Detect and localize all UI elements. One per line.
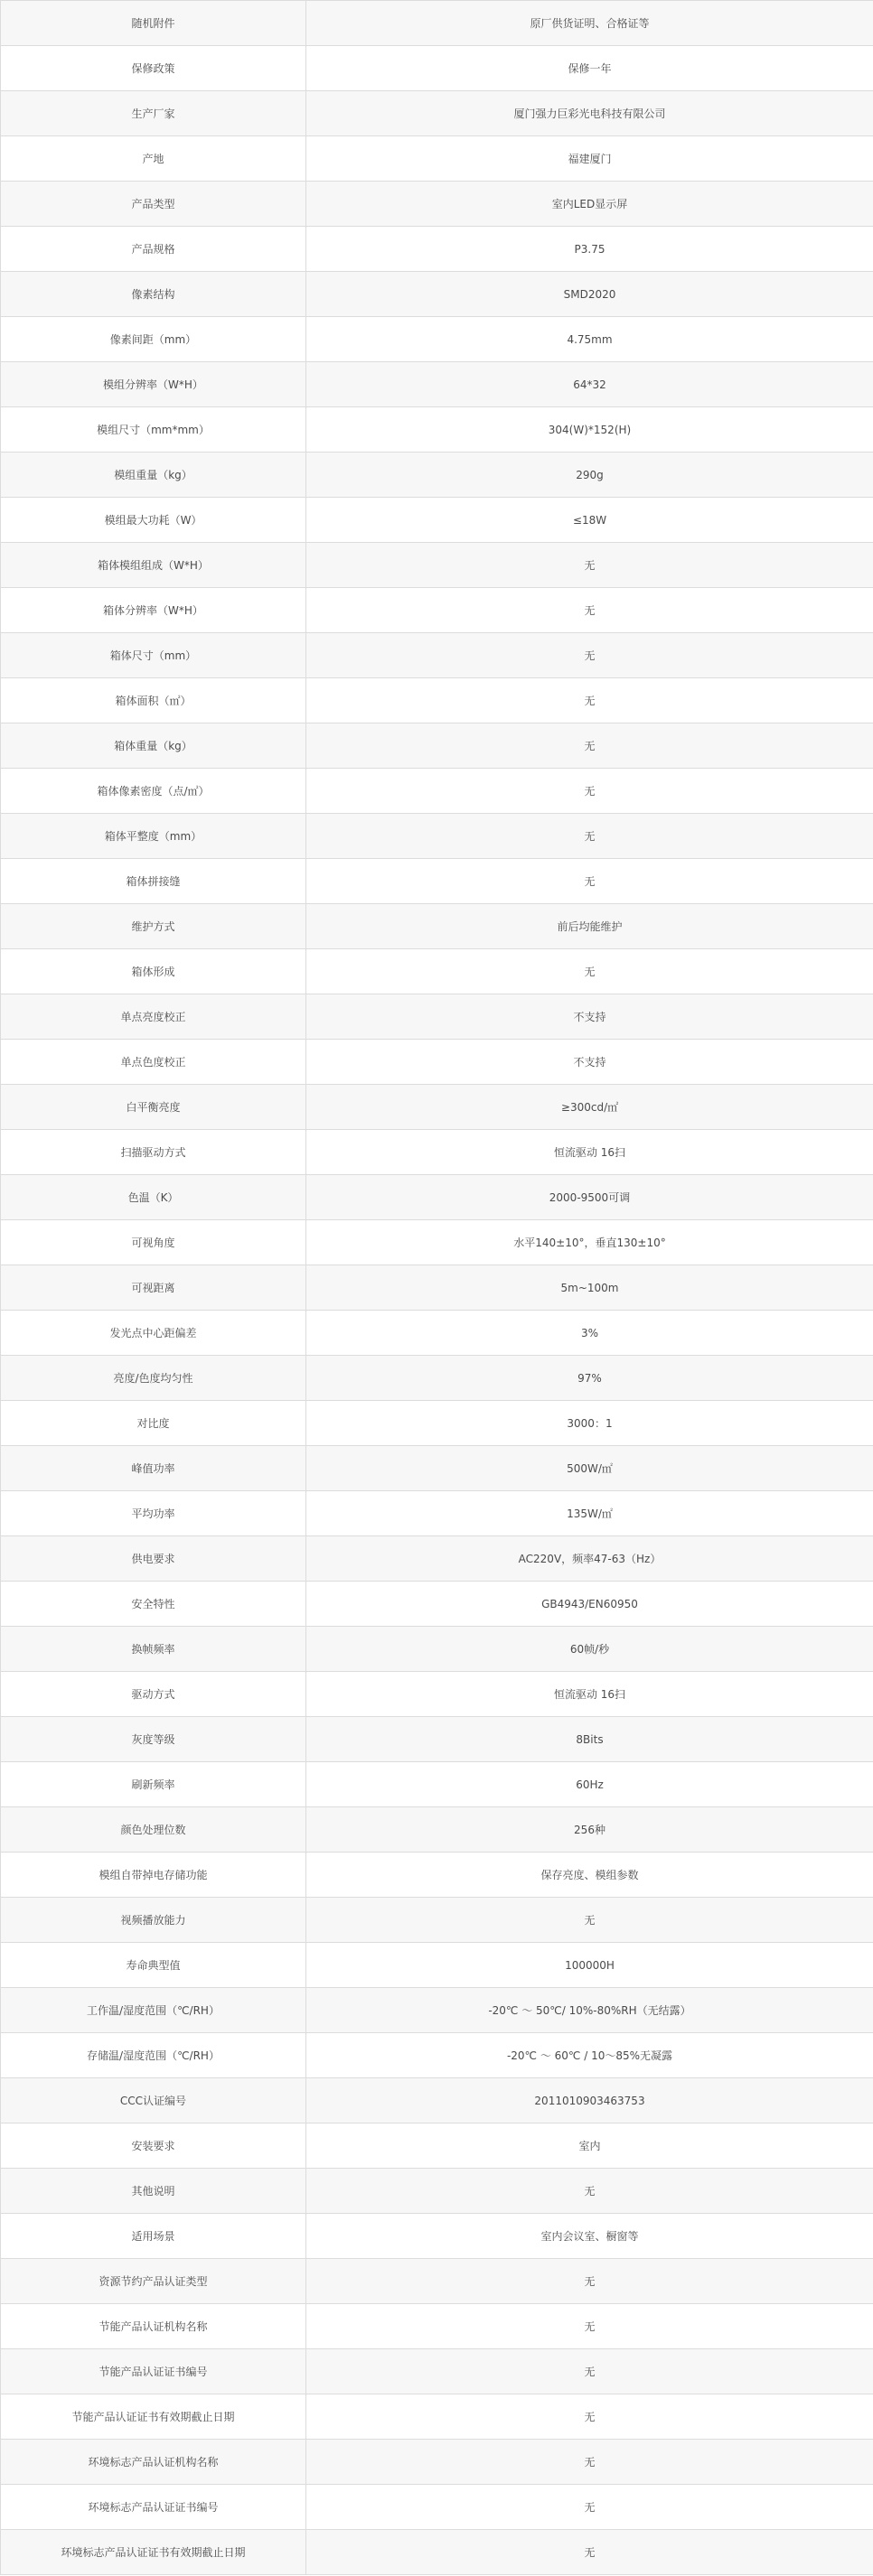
spec-row — [1, 1943, 873, 1988]
spec-value: -20℃ ～ 50℃/ 10%-80%RH（无结露） — [306, 1988, 873, 2033]
spec-label: 环境标志产品认证证书有效期截止日期 — [1, 2530, 306, 2575]
spec-row — [1, 2530, 873, 2575]
spec-value: 290g — [306, 453, 873, 498]
spec-label: CCC认证编号 — [1, 2078, 306, 2123]
spec-row — [1, 2304, 873, 2349]
spec-row — [1, 1265, 873, 1311]
spec-value: 无 — [306, 2440, 873, 2485]
spec-label: 安装要求 — [1, 2123, 306, 2169]
spec-label: 箱体尺寸（mm） — [1, 633, 306, 678]
spec-row — [1, 1401, 873, 1446]
spec-value: 无 — [306, 2530, 873, 2575]
spec-label: 单点亮度校正 — [1, 994, 306, 1040]
spec-value: 恒流驱动 16扫 — [306, 1130, 873, 1175]
spec-row — [1, 2123, 873, 2169]
spec-value: 97% — [306, 1356, 873, 1401]
spec-row — [1, 453, 873, 498]
spec-row — [1, 859, 873, 904]
spec-value: 60Hz — [306, 1762, 873, 1807]
spec-value: 无 — [306, 543, 873, 588]
spec-value: 4.75mm — [306, 317, 873, 362]
spec-value: 无 — [306, 859, 873, 904]
spec-row — [1, 1356, 873, 1401]
spec-value: 前后均能维护 — [306, 904, 873, 949]
spec-row — [1, 678, 873, 723]
spec-label: 环境标志产品认证机构名称 — [1, 2440, 306, 2485]
spec-label: 生产厂家 — [1, 91, 306, 136]
spec-row — [1, 136, 873, 182]
spec-table-body — [1, 1, 873, 2575]
spec-label: 对比度 — [1, 1401, 306, 1446]
spec-row — [1, 1311, 873, 1356]
spec-row — [1, 1853, 873, 1898]
spec-value: 室内会议室、橱窗等 — [306, 2214, 873, 2259]
spec-row — [1, 1582, 873, 1627]
spec-row — [1, 1, 873, 46]
spec-value: ≤18W — [306, 498, 873, 543]
spec-row — [1, 543, 873, 588]
spec-row — [1, 227, 873, 272]
spec-value: 3% — [306, 1311, 873, 1356]
spec-label: 像素结构 — [1, 272, 306, 317]
spec-value: 保修一年 — [306, 46, 873, 91]
spec-row — [1, 2440, 873, 2485]
spec-row — [1, 272, 873, 317]
spec-label: 颜色处理位数 — [1, 1807, 306, 1853]
spec-row — [1, 2078, 873, 2123]
spec-value: 无 — [306, 769, 873, 814]
spec-label: 箱体像素密度（点/㎡） — [1, 769, 306, 814]
spec-value: 福建厦门 — [306, 136, 873, 182]
spec-row — [1, 994, 873, 1040]
spec-row — [1, 1130, 873, 1175]
spec-value: 恒流驱动 16扫 — [306, 1672, 873, 1717]
spec-value: 500W/㎡ — [306, 1446, 873, 1491]
spec-label: 箱体重量（kg） — [1, 723, 306, 769]
spec-value: 无 — [306, 678, 873, 723]
spec-row — [1, 1807, 873, 1853]
spec-label: 模组重量（kg） — [1, 453, 306, 498]
spec-label: 发光点中心距偏差 — [1, 1311, 306, 1356]
spec-label: 资源节约产品认证类型 — [1, 2259, 306, 2304]
spec-label: 随机附件 — [1, 1, 306, 46]
spec-value: 无 — [306, 588, 873, 633]
spec-label: 扫描驱动方式 — [1, 1130, 306, 1175]
spec-row — [1, 2169, 873, 2214]
spec-value: AC220V，频率47-63（Hz） — [306, 1536, 873, 1582]
spec-label: 模组尺寸（mm*mm） — [1, 407, 306, 453]
spec-value: 3000：1 — [306, 1401, 873, 1446]
spec-value: 无 — [306, 2169, 873, 2214]
spec-value: 室内LED显示屏 — [306, 182, 873, 227]
spec-value: 无 — [306, 2349, 873, 2394]
spec-label: 产品规格 — [1, 227, 306, 272]
spec-value: 不支持 — [306, 1040, 873, 1085]
spec-label: 色温（K） — [1, 1175, 306, 1220]
spec-label: 模组自带掉电存储功能 — [1, 1853, 306, 1898]
spec-row — [1, 2485, 873, 2530]
spec-row — [1, 1491, 873, 1536]
spec-label: 安全特性 — [1, 1582, 306, 1627]
spec-row — [1, 2394, 873, 2440]
spec-label: 单点色度校正 — [1, 1040, 306, 1085]
spec-value: 无 — [306, 2259, 873, 2304]
spec-row — [1, 814, 873, 859]
spec-label: 适用场景 — [1, 2214, 306, 2259]
spec-label: 寿命典型值 — [1, 1943, 306, 1988]
spec-row — [1, 2214, 873, 2259]
spec-row — [1, 2349, 873, 2394]
spec-label: 可视距离 — [1, 1265, 306, 1311]
spec-label: 视频播放能力 — [1, 1898, 306, 1943]
spec-label: 产地 — [1, 136, 306, 182]
spec-value: 无 — [306, 2485, 873, 2530]
spec-value: 2011010903463753 — [306, 2078, 873, 2123]
spec-value: P3.75 — [306, 227, 873, 272]
spec-value: GB4943/EN60950 — [306, 1582, 873, 1627]
spec-row — [1, 949, 873, 994]
spec-label: 箱体形成 — [1, 949, 306, 994]
spec-label: 箱体模组组成（W*H） — [1, 543, 306, 588]
spec-row — [1, 1220, 873, 1265]
spec-row — [1, 1672, 873, 1717]
spec-row — [1, 1536, 873, 1582]
spec-label: 供电要求 — [1, 1536, 306, 1582]
spec-label: 环境标志产品认证证书编号 — [1, 2485, 306, 2530]
spec-label: 节能产品认证证书编号 — [1, 2349, 306, 2394]
spec-label: 换帧频率 — [1, 1627, 306, 1672]
spec-value: 100000H — [306, 1943, 873, 1988]
spec-label: 像素间距（mm） — [1, 317, 306, 362]
spec-value: 无 — [306, 2394, 873, 2440]
spec-label: 存储温/湿度范围（℃/RH） — [1, 2033, 306, 2078]
spec-label: 箱体面积（㎡） — [1, 678, 306, 723]
spec-row — [1, 1446, 873, 1491]
spec-row — [1, 91, 873, 136]
spec-value: 无 — [306, 814, 873, 859]
spec-value: 304(W)*152(H) — [306, 407, 873, 453]
spec-value: 保存亮度、模组参数 — [306, 1853, 873, 1898]
spec-row — [1, 362, 873, 407]
spec-row — [1, 723, 873, 769]
spec-row — [1, 1175, 873, 1220]
spec-value: 无 — [306, 2304, 873, 2349]
spec-row — [1, 1717, 873, 1762]
spec-label: 白平衡亮度 — [1, 1085, 306, 1130]
spec-row — [1, 1762, 873, 1807]
spec-row — [1, 317, 873, 362]
spec-value: 无 — [306, 949, 873, 994]
spec-label: 峰值功率 — [1, 1446, 306, 1491]
spec-value: 2000-9500可调 — [306, 1175, 873, 1220]
spec-value: 水平140±10°，垂直130±10° — [306, 1220, 873, 1265]
spec-value: 135W/㎡ — [306, 1491, 873, 1536]
spec-row — [1, 1040, 873, 1085]
spec-label: 刷新频率 — [1, 1762, 306, 1807]
spec-value: 5m~100m — [306, 1265, 873, 1311]
spec-value: 无 — [306, 633, 873, 678]
spec-label: 保修政策 — [1, 46, 306, 91]
spec-label: 产品类型 — [1, 182, 306, 227]
spec-label: 模组分辨率（W*H） — [1, 362, 306, 407]
spec-value: 无 — [306, 1898, 873, 1943]
spec-row — [1, 182, 873, 227]
spec-row — [1, 904, 873, 949]
spec-row — [1, 407, 873, 453]
spec-label: 灰度等级 — [1, 1717, 306, 1762]
spec-row — [1, 2033, 873, 2078]
spec-row — [1, 1988, 873, 2033]
spec-label: 维护方式 — [1, 904, 306, 949]
spec-row — [1, 769, 873, 814]
spec-label: 其他说明 — [1, 2169, 306, 2214]
spec-row — [1, 46, 873, 91]
spec-value: 不支持 — [306, 994, 873, 1040]
spec-value: 无 — [306, 723, 873, 769]
spec-row — [1, 2259, 873, 2304]
spec-value: 原厂供货证明、合格证等 — [306, 1, 873, 46]
spec-label: 节能产品认证证书有效期截止日期 — [1, 2394, 306, 2440]
spec-row — [1, 633, 873, 678]
spec-label: 箱体分辨率（W*H） — [1, 588, 306, 633]
spec-row — [1, 588, 873, 633]
spec-label: 驱动方式 — [1, 1672, 306, 1717]
spec-label: 箱体平整度（mm） — [1, 814, 306, 859]
spec-value: 厦门强力巨彩光电科技有限公司 — [306, 91, 873, 136]
spec-row — [1, 1085, 873, 1130]
spec-label: 亮度/色度均匀性 — [1, 1356, 306, 1401]
spec-value: 256种 — [306, 1807, 873, 1853]
spec-value: 室内 — [306, 2123, 873, 2169]
spec-value: ≥300cd/㎡ — [306, 1085, 873, 1130]
spec-value: 64*32 — [306, 362, 873, 407]
spec-row — [1, 1898, 873, 1943]
spec-label: 可视角度 — [1, 1220, 306, 1265]
spec-value: SMD2020 — [306, 272, 873, 317]
spec-value: 8Bits — [306, 1717, 873, 1762]
spec-label: 箱体拼接缝 — [1, 859, 306, 904]
spec-label: 工作温/湿度范围（℃/RH） — [1, 1988, 306, 2033]
spec-label: 平均功率 — [1, 1491, 306, 1536]
spec-label: 模组最大功耗（W） — [1, 498, 306, 543]
spec-value: -20℃ ～ 60℃ / 10～85%无凝露 — [306, 2033, 873, 2078]
spec-label: 节能产品认证机构名称 — [1, 2304, 306, 2349]
spec-row — [1, 498, 873, 543]
spec-value: 60帧/秒 — [306, 1627, 873, 1672]
spec-row — [1, 1627, 873, 1672]
